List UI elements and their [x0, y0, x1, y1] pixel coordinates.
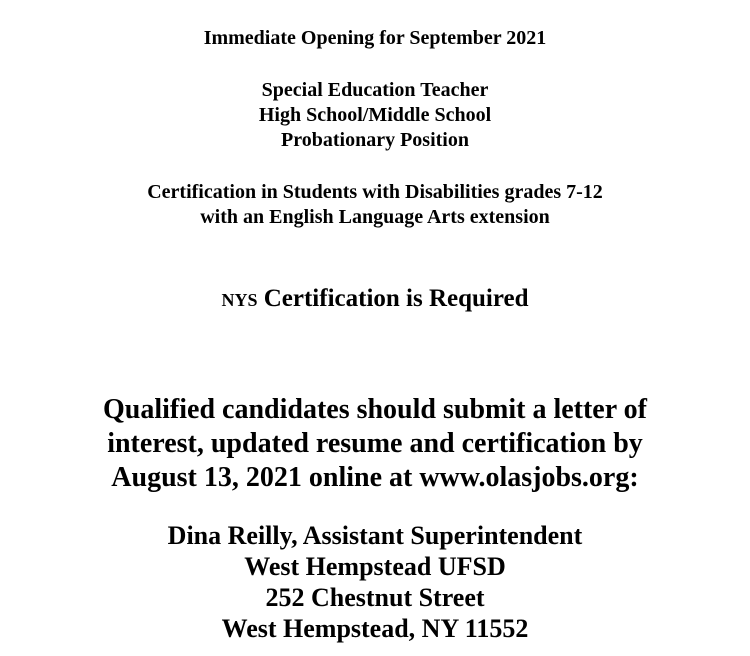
requirement-prefix: NYS — [221, 290, 258, 310]
instructions-line-3: August 13, 2021 online at www.olasjobs.org: — [111, 462, 639, 493]
instructions-line-2: interest, updated resume and certification by — [107, 428, 643, 459]
certification-line-2: with an English Language Arts extension — [200, 206, 550, 228]
certification-line-1: Certification in Students with Disabilities grades 7-12 — [147, 181, 603, 203]
position-level: High School/Middle School — [258, 104, 492, 126]
opening-heading: Immediate Opening for September 2021 — [203, 27, 547, 49]
contact-city: West Hempstead, NY 11552 — [221, 614, 529, 643]
contact-street: 252 Chestnut Street — [265, 583, 485, 612]
contact-name-title: Dina Reilly, Assistant Superintendent — [167, 521, 583, 550]
position-title: Special Education Teacher — [261, 79, 489, 101]
requirement-statement — [0, 286, 750, 311]
requirement-text: Certification is Required — [263, 285, 529, 312]
position-type: Probationary Position — [281, 129, 469, 151]
instructions-line-1: Qualified candidates should submit a letter of — [103, 394, 647, 425]
contact-district: West Hempstead UFSD — [244, 552, 506, 581]
